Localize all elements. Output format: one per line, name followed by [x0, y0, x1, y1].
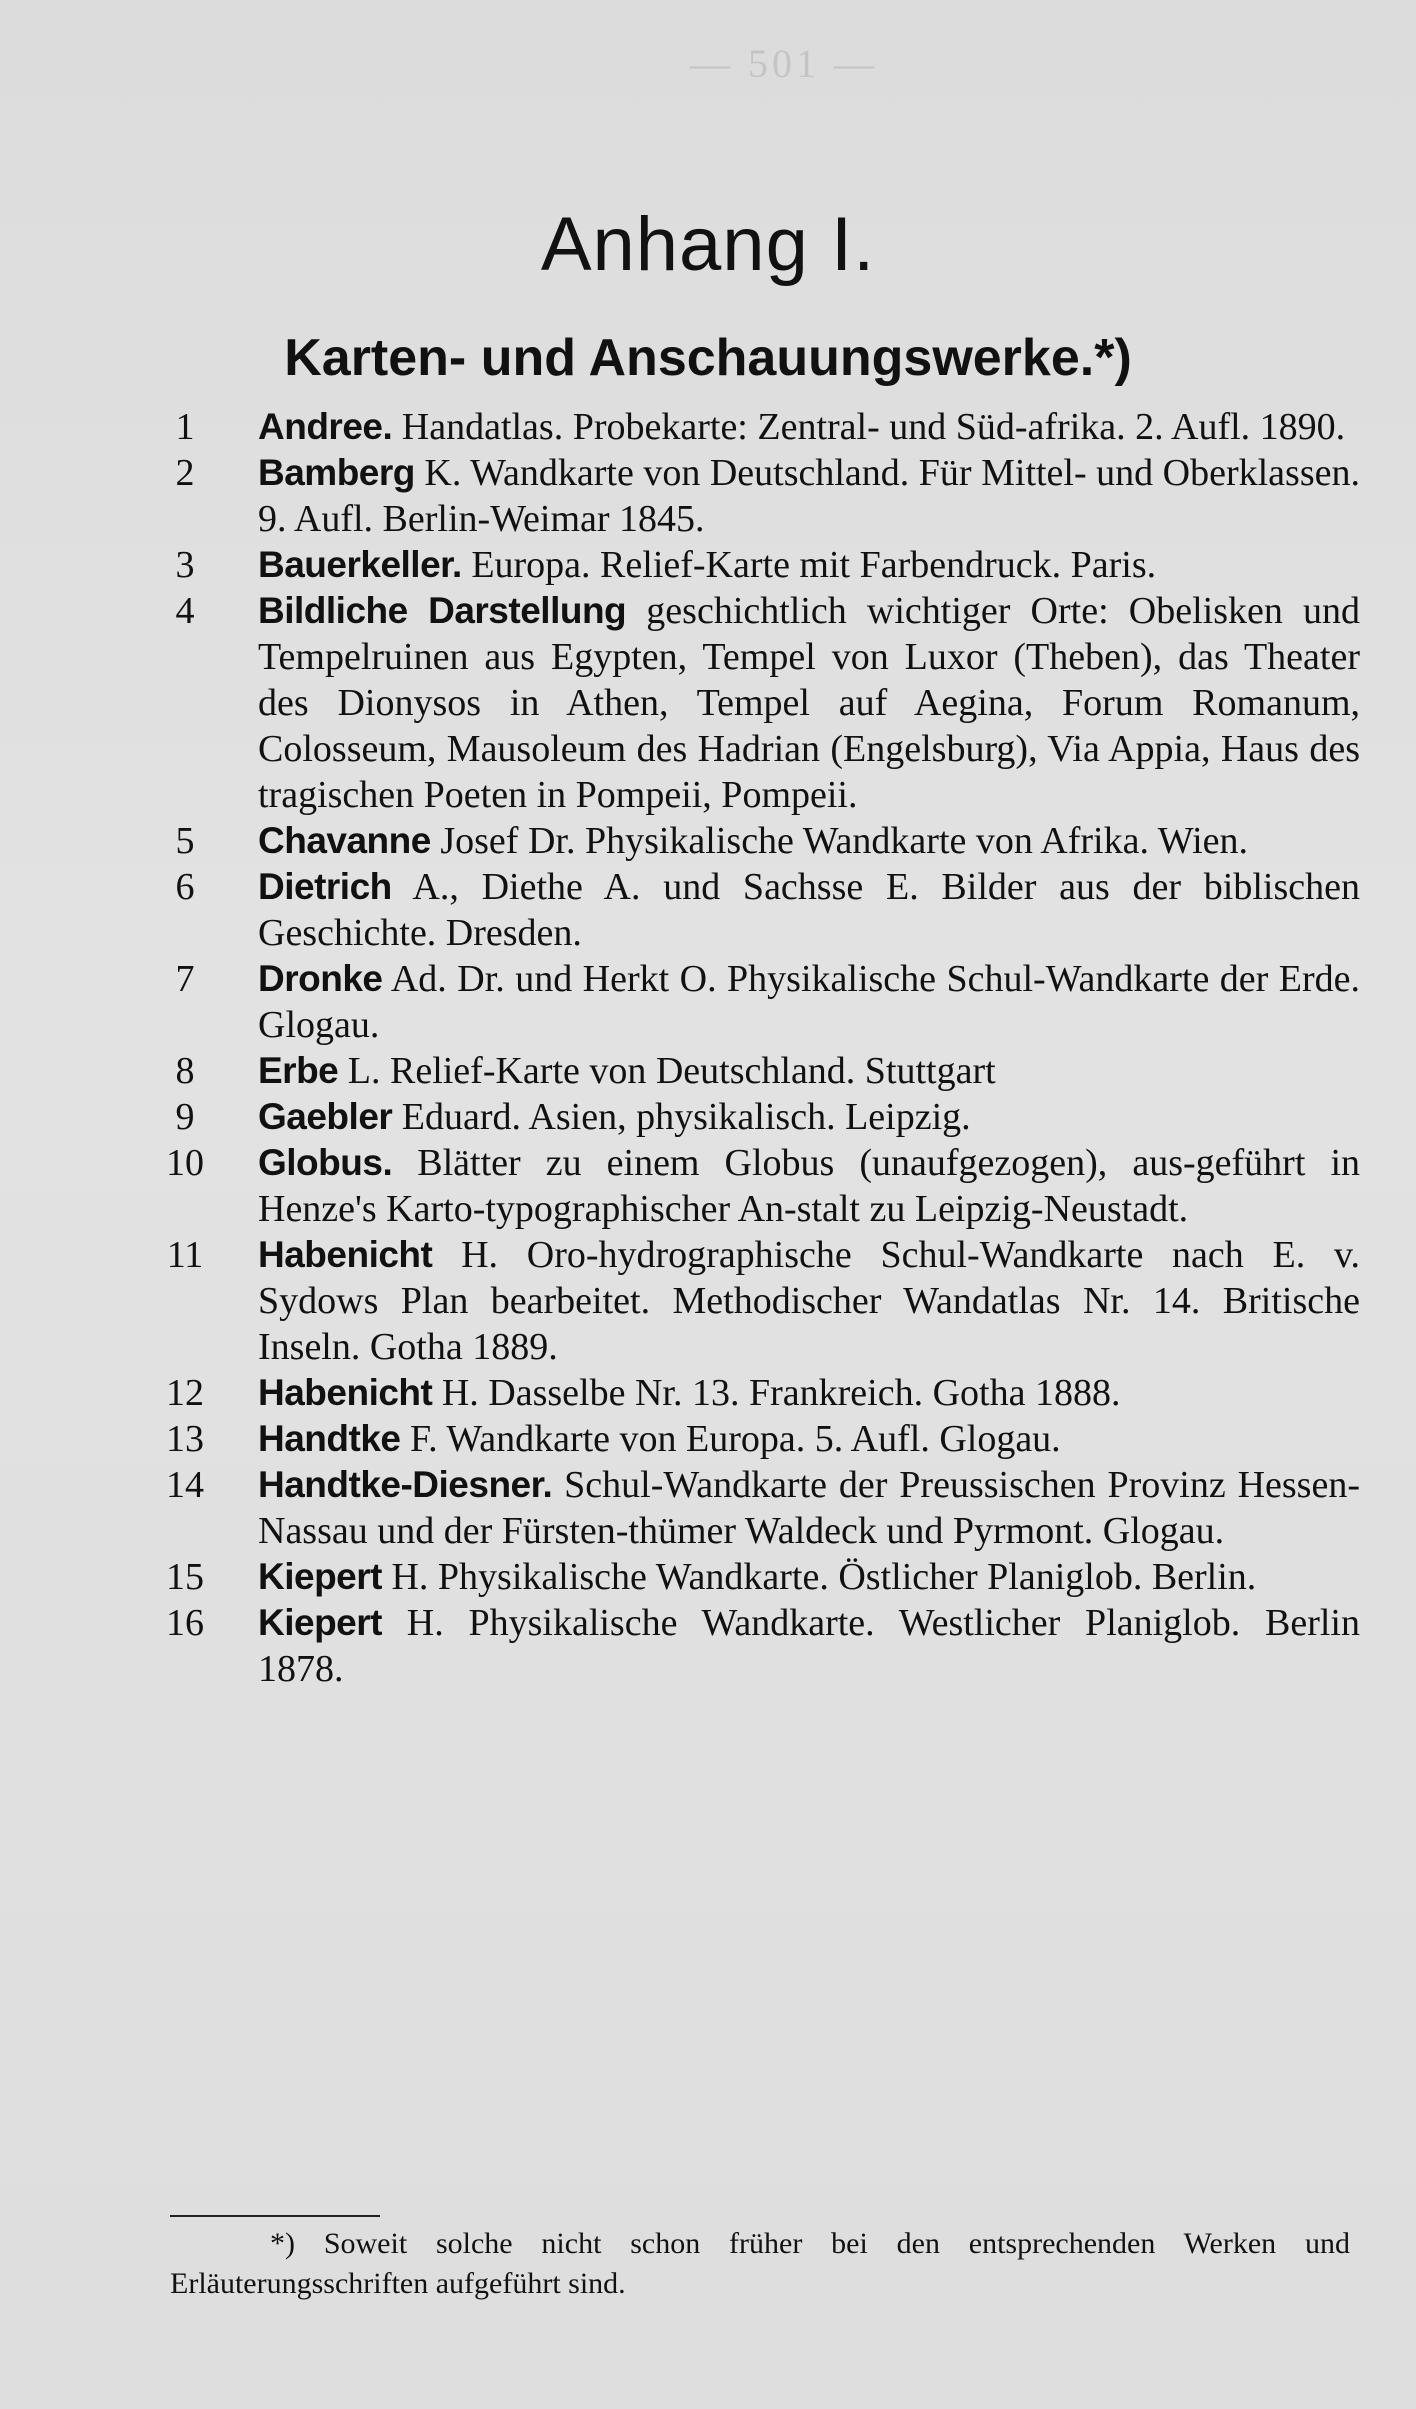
entry-description: Europa. Relief-Karte mit Farbendruck. Paris. — [461, 544, 1157, 586]
list-item — [160, 1462, 1360, 1554]
ghost-page-number: — 501 — — [690, 41, 878, 86]
entry-description: H. Physikalische Wandkarte. Westlicher Planiglob. Berlin 1878. — [258, 1602, 1360, 1690]
entry-description: Handatlas. Probekarte: Zentral- und Süd-afrika. 2. Aufl. 1890. — [392, 406, 1346, 448]
entry-author: Kiepert — [258, 1556, 382, 1597]
entry-number: 2 — [175, 452, 195, 494]
entry-author: Gaebler — [258, 1096, 393, 1137]
entry-author: Globus. — [258, 1142, 393, 1183]
entry-author: Dietrich — [258, 866, 392, 907]
entry-description: Josef Dr. Physikalische Wandkarte von Afrika. Wien. — [430, 820, 1249, 862]
entry-author: Chavanne — [258, 820, 431, 861]
entry-number: 6 — [175, 866, 195, 908]
entry-description: K. Wandkarte von Deutschland. Für Mittel- und Oberklassen. 9. Aufl. Berlin-Weimar 1845. — [258, 452, 1360, 540]
entry-author: Bildliche Darstellung — [258, 590, 627, 631]
entry-author: Handtke — [258, 1418, 401, 1459]
list-item — [160, 1600, 1360, 1692]
entry-number: 15 — [166, 1556, 204, 1598]
entry-author: Bamberg — [258, 452, 415, 493]
entry-number: 12 — [166, 1372, 204, 1414]
entry-author: Handtke-Diesner. — [258, 1464, 553, 1505]
list-item — [160, 588, 1360, 818]
entry-description: geschichtlich wichtiger Orte: Obelisken und Tempelruinen aus Egypten, Tempel von Luxor (Theben), das Theater des Dionysos in Athen, Tempel auf Aegina, Forum Romanum, Colosseum, Mausoleum des Hadrian (Engelsburg), Via Appia, Haus des tragischen Poeten in Pompeii, Pompeii. — [258, 590, 1360, 816]
entry-number: 4 — [175, 590, 195, 632]
entry-number: 16 — [166, 1602, 204, 1644]
entry-description: H. Physikalische Wandkarte. Östlicher Planiglob. Berlin. — [381, 1556, 1257, 1598]
entry-author: Habenicht — [258, 1372, 433, 1413]
entry-description: Schul-Wandkarte der Preussischen Provinz Hessen-Nassau und der Fürsten-thümer Waldeck und Pyrmont. Glogau. — [258, 1464, 1360, 1552]
list-item — [160, 1370, 1360, 1416]
page-subtitle: Karten- und Anschauungswerke.*) — [284, 329, 1132, 387]
entry-description: H. Oro-hydrographische Schul-Wandkarte nach E. v. Sydows Plan bearbeitet. Methodischer Wandatlas Nr. 14. Britische Inseln. Gotha 1889. — [258, 1234, 1360, 1368]
footnote-divider — [170, 2215, 380, 2217]
entry-description: F. Wandkarte von Europa. 5. Aufl. Glogau. — [400, 1418, 1061, 1460]
entry-description: A., Diethe A. und Sachsse E. Bilder aus der biblischen Geschichte. Dresden. — [258, 866, 1360, 954]
page-title: Anhang I. — [540, 202, 876, 287]
footnote: *) Soweit solche nicht schon früher bei den entsprechenden Werken und Erläuterungsschriften aufgeführt sind. — [170, 2227, 1350, 2300]
entry-number: 13 — [166, 1418, 204, 1460]
entry-number: 10 — [166, 1142, 204, 1184]
entry-description: Blätter zu einem Globus (unaufgezogen), aus-geführt in Henze's Karto-typographischer An-stalt zu Leipzig-Neustadt. — [258, 1142, 1360, 1230]
list-item — [160, 818, 1360, 864]
list-item — [160, 1094, 1360, 1140]
list-item — [160, 542, 1360, 588]
entry-number: 7 — [175, 958, 195, 1000]
list-item — [160, 1140, 1360, 1232]
list-item — [160, 1232, 1360, 1370]
list-item — [160, 450, 1360, 542]
entry-author: Dronke — [258, 958, 383, 999]
entry-number: 9 — [175, 1096, 195, 1138]
entry-number: 14 — [166, 1464, 204, 1506]
entry-number: 8 — [175, 1050, 195, 1092]
entry-author: Bauerkeller. — [258, 544, 462, 585]
entry-number: 1 — [175, 406, 195, 448]
entry-list — [160, 404, 1360, 1692]
entry-author: Kiepert — [258, 1602, 382, 1643]
entry-number: 5 — [175, 820, 195, 862]
list-item — [160, 1048, 1360, 1094]
entry-author: Habenicht — [258, 1234, 433, 1275]
list-item — [160, 864, 1360, 956]
entry-number: 3 — [175, 544, 195, 586]
entry-number: 11 — [166, 1234, 204, 1276]
list-item — [160, 404, 1360, 450]
list-item — [160, 956, 1360, 1048]
entry-description: L. Relief-Karte von Deutschland. Stuttgart — [338, 1050, 996, 1092]
entry-description: Ad. Dr. und Herkt O. Physikalische Schul-Wandkarte der Erde. Glogau. — [258, 958, 1360, 1046]
list-item — [160, 1416, 1360, 1462]
entry-author: Erbe — [258, 1050, 339, 1091]
entry-description: Eduard. Asien, physikalisch. Leipzig. — [392, 1096, 971, 1138]
list-item — [160, 1554, 1360, 1600]
entry-description: H. Dasselbe Nr. 13. Frankreich. Gotha 1888. — [432, 1372, 1121, 1414]
entry-author: Andree. — [258, 406, 393, 447]
